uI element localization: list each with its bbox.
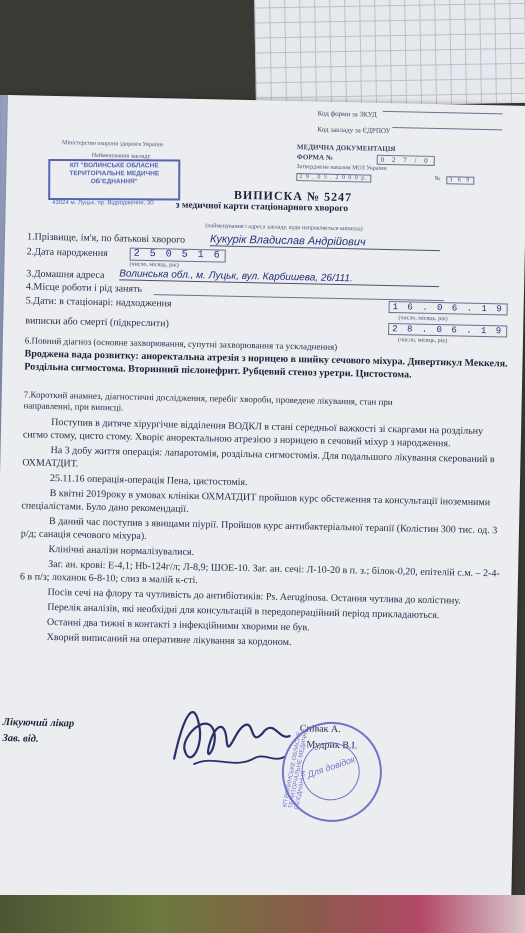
history-paragraph: Поступив в дитяче хірургічне відділення ВОДКЛ в стані середньої важкості зі скаргами на роздільну сигмо стому, цисто стому. Хворіє аноректальною атрезією з норицею в сечовий міхур з народження. (22, 416, 484, 450)
discharge-date: 2 8 . 0 6 . 1 9 (388, 323, 507, 337)
history-paragraph: 25.11.16 операція-операція Пена, цистостомія. (49, 472, 248, 489)
approved-note: Затверджена наказом МОЗ України (296, 164, 387, 172)
address-label: 3.Домашня адреса (26, 268, 105, 282)
history-paragraph: В даний час поступив з явищами піурії. Пройшов курс антибактеріальної терапії (Колістин 300 тис. од. 3 р/д; санація сечового міхура). (20, 515, 498, 543)
history-label: 7.Короткий анамнез, діагностичні дослідження, перебіг хвороби, проведене лікування, стан при направленні, при виписці. (23, 389, 393, 413)
document-title: ВИПИСКА № 5247 (233, 187, 353, 205)
head-name: Мудрик В.І. (306, 739, 358, 752)
diagnosis-label: 6.Повний діагноз (основне захворювання, супутні захворювання та ускладнення) (24, 335, 338, 352)
patient-name: Кукурік Владислав Андрійович (210, 233, 440, 251)
history-body (19, 415, 504, 653)
discharge-document (0, 95, 525, 911)
history-paragraph: Хворий виписаний на оперативне лікування за кордоном. (46, 631, 292, 649)
admission-hint: (число, місяць, рік) (398, 315, 448, 323)
institution-stamp (48, 159, 180, 207)
approved-no: 3 6 9 (446, 176, 474, 185)
address-value: Волинська обл., м. Луцьк, вул. Карбишева, 26/111. (119, 268, 439, 287)
graph-paper-sheet (254, 0, 525, 108)
approved-no-label: № (434, 175, 441, 183)
history-paragraph: Заг. ан. крові: Е-4,1; Нb-124г/л; Л-8,9; ШОЕ-10. Заг. ан. сечі: Л-10-20 в п. з.; білок-0,20, епітелій с.м. – 2-4-6 в п/з; лоханок 6-8-10; слиз в малій к-сті. (19, 558, 500, 587)
round-stamp-ring-text: КП ВОЛИНСЬКЕ ОБЛАСНЕ ТЕРИТОРІАЛЬНЕ МЕДИЧНЕ ОБ'ЄДНАННЯ (282, 728, 310, 811)
stamp-line-2: ТЕРИТОРІАЛЬНЕ МЕДИЧНЕ (69, 170, 160, 178)
form-number: 0 2 7 / 0 (377, 155, 435, 166)
zkud-code-label: Код форми за ЗКУД (317, 109, 377, 119)
admission-date: 1 6 . 0 6 . 1 9 (389, 301, 508, 315)
history-paragraph: Останні два тижні в контакті з інфекційними хворими не був. (46, 616, 310, 634)
name-label: 1.Прізвище, ім'я, по батькові хворого (26, 231, 186, 246)
doctor-name: Співак А. (299, 723, 341, 736)
dob-hint: (число, місяць, рік) (129, 261, 179, 269)
institution-label: Найменування закладу (91, 152, 151, 160)
history-paragraph: Посів сечі на флору та чутливість до антибіотиків: Ps. Aeruginosa. Остання чутлива до колістину. (47, 586, 461, 607)
head-label: Зав. від. (2, 733, 39, 745)
approved-date: 2 9 . 0 5 . 2 0 0 0 р. (296, 173, 371, 183)
dob-label: 2.Дата народження (26, 246, 108, 260)
dob-value: 2 5 0 5 1 6 (130, 248, 226, 263)
dates-label: 5.Дати: в стаціонарі: надходження (25, 295, 172, 310)
work-label: 4.Місце роботи і рід занять (25, 281, 143, 295)
stamp-line-3: ОБ'ЄДНАННЯ" (90, 178, 138, 186)
history-paragraph: На 3 добу життя операція: лапаротомія, роздільна сигмостомія. Для подальшого лікування скерований в ОХМАТДИТ. (22, 444, 495, 470)
background-fabric (0, 895, 525, 933)
stamp-line-1: КП "ВОЛИНСЬКЕ ОБЛАСНЕ (69, 162, 159, 170)
discharge-hint: (число, місяць, рік) (397, 337, 448, 345)
zkud-code-line (383, 111, 503, 115)
ekpo-code-label: Код закладу за ЄДРПОУ (317, 125, 391, 136)
round-stamp-center-text: Для довідок (306, 754, 357, 780)
discharge-label: виписки або смерті (підкреслити) (25, 315, 169, 330)
doctor-label: Лікуючий лікар (2, 717, 75, 730)
diagnosis-text: Вроджена вада розвитку: аноректальна атрезія з норицею в шийку сечового міхура. Дивертикул Меккеля. Роздільна сигмостома. Вторинний пієлонефрит. Рубцевий стеноз уретри. Цистостома. (24, 348, 508, 381)
stamp-address: 43024 м. Луцьк, пр. Відродження, 30 (52, 200, 154, 207)
ministry-label: Міністерство охорони здоров'я України (61, 140, 163, 149)
history-paragraph: В квітні 2019року в умовах клініки ОХМАТДИТ пройшов курс обстеження та консультації іноземними спеціалістами. Було дано рекомендації. (21, 487, 491, 515)
subtitle-note: (найменування і адреса закладу, куди направляється виписка) (205, 223, 363, 233)
history-paragraph: Клінічні аналізи нормалізувалися. (48, 543, 195, 558)
history-paragraph: Перелік аналізів, які необхідні для консультацій в передопераційний період прикладаються. (47, 601, 440, 622)
ekpo-code-line (392, 127, 502, 130)
document-subtitle: з медичної карти стаціонарного хворого (175, 200, 349, 215)
work-line (154, 294, 444, 301)
med-doc-title: МЕДИЧНА ДОКУМЕНТАЦІЯ (296, 143, 396, 154)
form-label: ФОРМА № (296, 153, 333, 162)
